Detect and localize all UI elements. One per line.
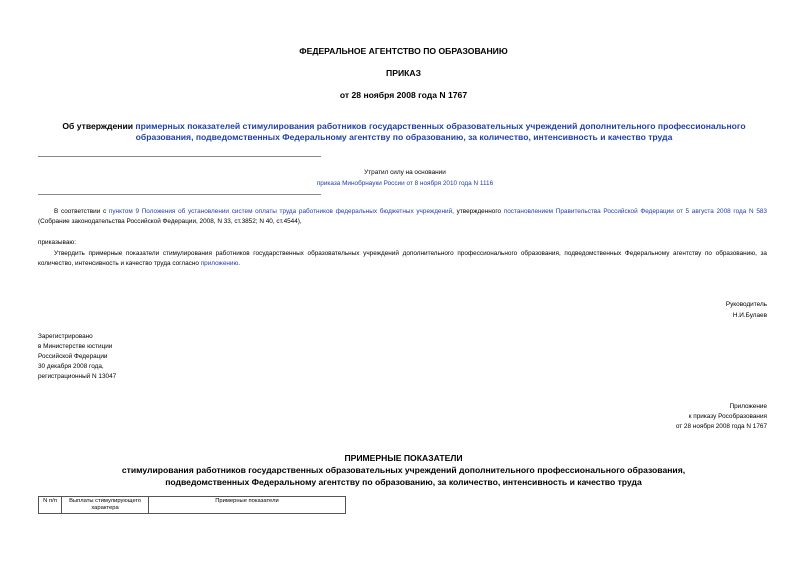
approval-paragraph xyxy=(38,249,767,269)
doc-type-heading: ПРИКАЗ xyxy=(386,68,421,78)
col-number-header: N п/п xyxy=(39,497,62,514)
preamble-paragraph xyxy=(38,207,767,227)
preamble-text-start: В соответствии с xyxy=(54,208,109,215)
status-repeal-link[interactable]: приказа Минобрнауки России от 8 ноября 2010 года N 1116 xyxy=(316,180,494,187)
order-word: приказываю: xyxy=(38,239,76,246)
registration-line: 30 декабря 2008 года, xyxy=(38,363,104,370)
document-title xyxy=(44,121,764,143)
decree-link[interactable]: постановлением Правительства Российской Федерации от 5 августа 2008 года N 583 xyxy=(503,208,767,215)
table-header-row xyxy=(39,497,346,514)
signer-position: Руководитель xyxy=(725,301,767,308)
title-link[interactable]: примерных показателей стимулирования работников государственных образовательных учреждений дополнительного профессионального образования, подведомственных Федеральному агентству по образованию, за количество, интенсивность и качество труда xyxy=(135,121,746,142)
registration-line: регистрационный N 13047 xyxy=(38,373,117,380)
registration-block xyxy=(38,332,116,382)
appendix-title: ПРИМЕРНЫЕ ПОКАЗАТЕЛИ xyxy=(344,453,463,463)
preamble-text-mid: , утвержденного xyxy=(452,208,504,215)
title-prefix: Об утверждении xyxy=(62,121,136,131)
col-indicators-header: Примерные показатели xyxy=(149,497,346,514)
appendix-ref-line: от 28 ноября 2008 года N 1767 xyxy=(675,423,767,430)
registration-line: в Министерстве юстиции xyxy=(38,343,113,350)
divider-top xyxy=(38,156,321,157)
appendix-ref-line: к приказу Рособразования xyxy=(688,413,767,420)
registration-line: Российской Федерации xyxy=(38,353,108,360)
appendix-link[interactable]: приложению xyxy=(200,260,239,267)
appendix-ref-line: Приложение xyxy=(729,403,767,410)
order-date-number: от 28 ноября 2008 года N 1767 xyxy=(339,90,468,100)
col-payments-header: Выплаты стимулирующего характера xyxy=(62,497,149,514)
status-note: Утратил силу на основании xyxy=(364,169,446,176)
agency-heading: ФЕДЕРАЛЬНОЕ АГЕНТСТВО ПО ОБРАЗОВАНИЮ xyxy=(299,46,508,56)
approval-text: Утвердить примерные показатели стимулирования работников государственных образовательных учреждений дополнительного профессионального образования, подведомственных Федеральному агентству по образованию, за количество, интенсивность и качество труда согласно xyxy=(38,250,767,267)
signer-name: Н.И.Булаев xyxy=(732,312,767,319)
indicators-table xyxy=(38,496,346,514)
preamble-text-end: (Собрание законодательства Российской Федерации, 2008, N 33, ст.3852; N 40, ст.4544), xyxy=(38,218,302,225)
registration-line: Зарегистрировано xyxy=(38,333,93,340)
appendix-reference xyxy=(676,402,767,432)
appendix-subtitle-1: стимулирования работников государственных образовательных учреждений дополнительного профессионального образования, xyxy=(121,465,686,475)
divider-bottom xyxy=(38,194,321,195)
regulation-link[interactable]: пунктом 9 Положения об установлении систем оплаты труда работников федеральных бюджетных учреждений xyxy=(108,208,453,215)
approval-text-end: . xyxy=(238,260,241,267)
appendix-subtitle-2: подведомственных Федеральному агентству по образованию, за количество, интенсивность и качество труда xyxy=(165,477,642,487)
